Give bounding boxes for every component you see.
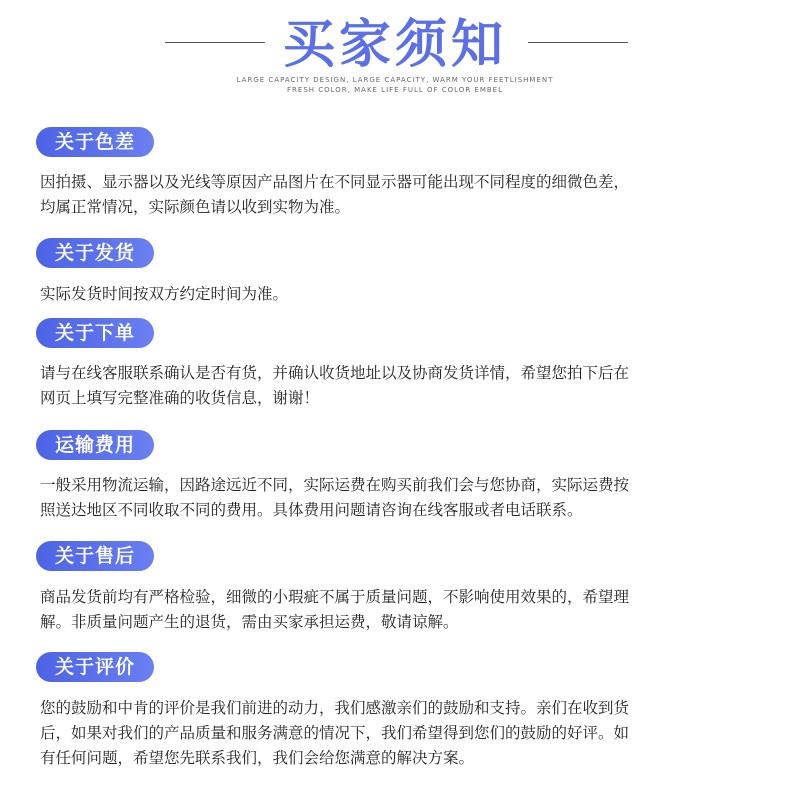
body-line: 一般采用物流运输，因路途远近不同，实际运费在购买前我们会与您协商，实际运费按 [40, 476, 630, 494]
body-line: 实际发货时间按双方约定时间为准。 [40, 285, 289, 303]
section-heading: 关于评价 [36, 652, 154, 682]
body-line: 您的鼓励和中肯的评价是我们前进的动力，我们感激亲们的鼓励和支持。亲们在收到货 [40, 699, 630, 717]
body-line: 网页上填写完整准确的收货信息，谢谢！ [40, 389, 320, 407]
body-line: 商品发货前均有严格检验，细微的小瑕疵不属于质量问题，不影响使用效果的，希望理 [40, 588, 630, 606]
section-body [40, 361, 750, 411]
section-body [40, 696, 750, 771]
body-line: 解。非质量问题产生的退货，需由买家承担运费，敬请谅解。 [40, 613, 459, 631]
section-heading: 关于售后 [36, 541, 154, 571]
section-body [40, 473, 750, 523]
section-body [40, 170, 750, 220]
section-heading: 关于发货 [36, 238, 154, 268]
section-body [40, 282, 750, 307]
section-heading: 关于下单 [36, 318, 154, 348]
body-line: 请与在线客服联系确认是否有货，并确认收货地址以及协商发货详情，希望您拍下后在 [40, 364, 630, 382]
body-line: 后，如果对我们的产品质量和服务满意的情况下，我们希望得到您们的鼓励的好评。如 [40, 724, 630, 742]
body-line: 有任何问题，希望您先联系我们，我们会给您满意的解决方案。 [40, 749, 475, 767]
subtitle-line-1: LARGE CAPACITY DESIGN, LARGE CAPACITY, WARM YOUR FEETLISHMENT [236, 76, 554, 84]
body-line: 照送达地区不同收取不同的费用。具体费用问题请咨询在线客服或者电话联系。 [40, 501, 583, 519]
body-line: 因拍摄、显示器以及光线等原因产品图片在不同显示器可能出现不同程度的细微色差， [40, 173, 630, 191]
subtitle-line-2: FRESH COLOR, MAKE LIFE FULL OF COLOR EMBEL [287, 86, 503, 94]
body-line: 均属正常情况，实际颜色请以收到实物为准。 [40, 198, 351, 216]
page-title: 买家须知 [282, 15, 507, 75]
title-divider-right [528, 42, 628, 43]
page-header [0, 0, 790, 110]
section-body [40, 585, 750, 635]
section-heading: 运输费用 [36, 430, 154, 460]
section-heading: 关于色差 [36, 127, 154, 157]
